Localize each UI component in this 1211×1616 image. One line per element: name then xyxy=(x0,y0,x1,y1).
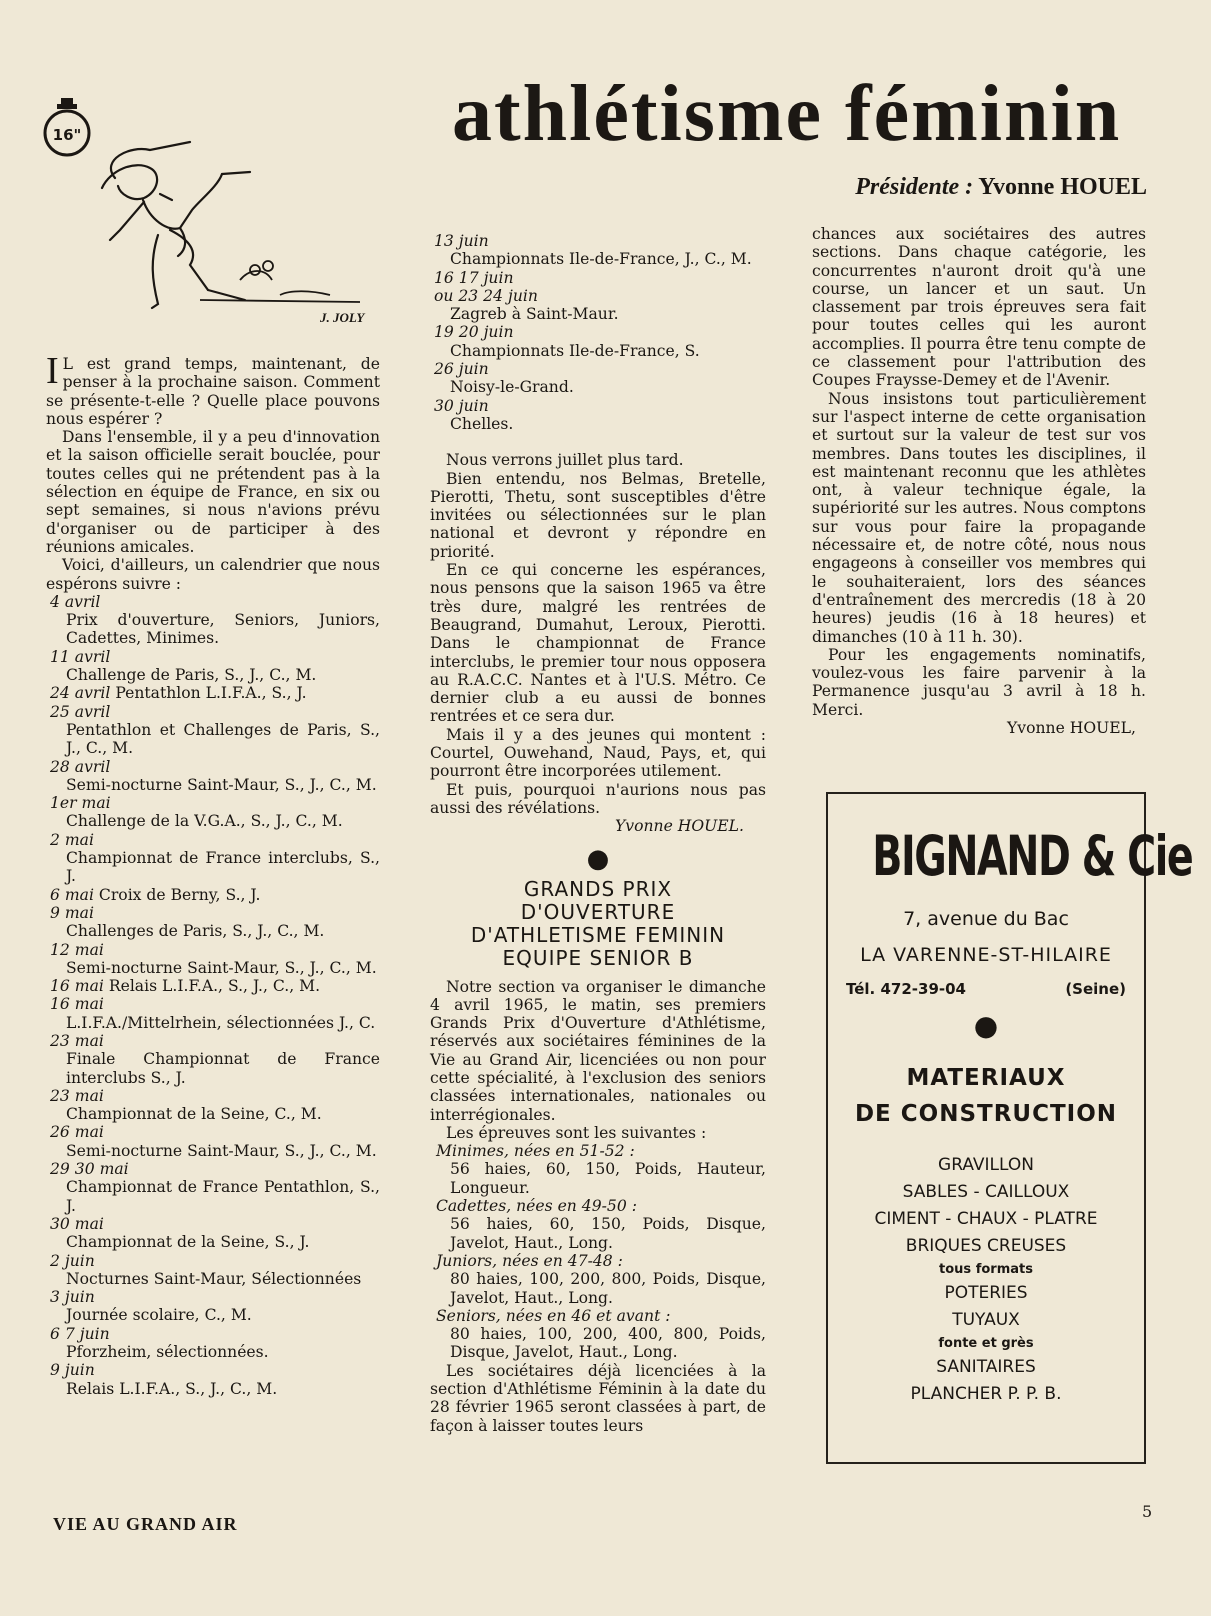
paragraph: Notre section va organiser le dimanche 4 avril 1965, le matin, ses premiers Grands Prix d'Ouverture d'Athlétisme, réservés aux sociétaires féminines de la Vie au Grand Air, licenciées ou non pour cette spécialité, à l'exclusion des seniors classées internationales, nationales ou interrégionales. xyxy=(430,977,766,1124)
calendar-event: Prix d'ouverture, Seniors, Juniors, Cadettes, Minimes. xyxy=(66,611,380,648)
ad-city: LA VARENNE-ST-HILAIRE xyxy=(860,944,1112,966)
calendar-date: 28 avril xyxy=(50,757,111,776)
stopwatch-icon xyxy=(45,98,89,155)
calendar-date: 2 juin xyxy=(50,1251,95,1270)
category-events: 80 haies, 100, 200, 400, 800, Poids, Disque, Javelot, Haut., Long. xyxy=(450,1325,766,1362)
calendar-date: 16 mai xyxy=(50,977,104,996)
category-name: Minimes, nées en 51-52 : xyxy=(436,1142,635,1161)
category-name: Juniors, nées en 47-48 : xyxy=(436,1251,623,1270)
calendar-date: 29 30 mai xyxy=(50,1160,129,1179)
ad-heading-line: MATERIAUX xyxy=(906,1065,1066,1091)
advertisement-box xyxy=(826,792,1193,1464)
calendar-date: 30 mai xyxy=(50,1214,104,1233)
paragraph: Les sociétaires déjà licenciées à la section d'Athlétisme Féminin à la date du 28 février 1965 seront classées à part, de façon à laisser toutes leurs xyxy=(430,1361,766,1435)
category-events: 56 haies, 60, 150, Poids, Hauteur, Longueur. xyxy=(450,1160,766,1197)
ad-bullet: ● xyxy=(973,1009,999,1042)
calendar-date: 23 mai xyxy=(50,1086,104,1105)
ad-department: (Seine) xyxy=(1065,980,1126,998)
category-list xyxy=(430,1142,766,1362)
category-events: 56 haies, 60, 150, Poids, Disque, Javelot, Haut., Long. xyxy=(450,1215,766,1252)
runner-illustration xyxy=(40,90,380,340)
calendar-event: Semi-nocturne Saint-Maur, S., J., C., M. xyxy=(66,958,377,977)
calendar-event: Championnat de France Pentathlon, S., J. xyxy=(66,1178,380,1215)
page-number: 5 xyxy=(1142,1502,1153,1521)
paragraph: Pour les engagements nominatifs, voulez-vous les faire parvenir à la Permanence jusqu'au 3 avril à 18 h. Merci. xyxy=(812,645,1146,719)
calendar-event: Pforzheim, sélectionnées. xyxy=(66,1343,269,1362)
calendar-date: ou 23 24 juin xyxy=(434,286,538,305)
calendar-event: Relais L.I.F.A., S., J., C., M. xyxy=(66,1379,278,1398)
calendar-date: 19 20 juin xyxy=(434,323,514,342)
calendar-date: 1er mai xyxy=(50,794,111,813)
calendar-entry xyxy=(46,684,380,702)
calendar-date: 24 avril xyxy=(50,684,111,703)
paragraph: Mais il y a des jeunes qui montent : Courtel, Ouwehand, Naud, Pays, et, qui pourront être incorporées utilement. xyxy=(430,725,766,781)
ad-note: fonte et grès xyxy=(938,1336,1034,1351)
column-1 xyxy=(46,350,380,1398)
calendar-event: Pentathlon et Challenges de Paris, S., J., C., M. xyxy=(66,720,380,758)
president-name: Yvonne HOUEL xyxy=(978,174,1147,200)
ad-phone: Tél. 472-39-04 xyxy=(846,980,966,998)
publication-name: VIE AU GRAND AIR xyxy=(53,1514,238,1534)
calendar-event: Challenge de la V.G.A., S., J., C., M. xyxy=(66,812,343,831)
president-label: Présidente : xyxy=(855,174,974,200)
paragraph: Nous insistons tout particulièrement sur l'aspect interne de cette organisation et surtout sur la valeur de test sur vos membres. Dans toutes les disciplines, il est maintenant reconnu que les athlètes ont, à valeur technique égale, la supériorité sur les autres. Nous comptons sur vous pour faire la propagande nécessaire et, de notre côté, nous nous engageons à conseiller vos membres qui le souhaiteraient, lors des séances d'entraînement des mercredis (18 à 20 heures) jeudis (16 à 18 heures) et dimanches (10 à 11 h. 30). xyxy=(812,389,1146,646)
paragraph: Bien entendu, nos Belmas, Bretelle, Pierotti, Thetu, sont susceptibles d'être invitées ou sélectionnées sur le plan national et devront y répondre en priorité. xyxy=(430,469,766,561)
calendar-event: Croix de Berny, S., J. xyxy=(98,885,261,904)
author-signature: Yvonne HOUEL, xyxy=(1007,719,1136,738)
page-title: athlétisme féminin xyxy=(452,70,1122,158)
author-signature: Yvonne HOUEL. xyxy=(615,817,744,836)
calendar-event: Zagreb à Saint-Maur. xyxy=(450,305,619,324)
athlete-drawing xyxy=(102,142,250,308)
intro-paragraph xyxy=(46,350,380,428)
paragraph: En ce qui concerne les espérances, nous pensons que la saison 1965 va être très dure, malgré les rentrées de Beaugrand, Dumahut, Leroux, Pierotti. Dans le championnat de France interclubs, le premier tour nous opposera au R.A.C.C. Nantes et à l'U.S. Métro. Ce dernier club a eu aussi de bonnes rentrées et ce sera dur. xyxy=(430,561,766,726)
heading-line: D'ATHLETISME FEMININ xyxy=(470,922,726,947)
calendar-event: Championnat de France interclubs, S., J. xyxy=(66,849,380,886)
calendar-list xyxy=(46,593,380,1398)
calendar-event: Finale Championnat de France interclubs S., J. xyxy=(66,1050,380,1087)
calendar-event: Championnat de la Seine, S., J. xyxy=(66,1233,310,1252)
calendar-date: 16 mai xyxy=(50,995,104,1014)
ad-product: PLANCHER P. P. B. xyxy=(910,1384,1062,1404)
calendar-event: Noisy-le-Grand. xyxy=(450,378,574,397)
ground-sketch xyxy=(200,261,360,302)
calendar-date: 12 mai xyxy=(50,940,104,959)
separator-bullet: ● xyxy=(586,843,610,874)
ad-heading-line: DE CONSTRUCTION xyxy=(854,1101,1118,1127)
ad-note: tous formats xyxy=(939,1262,1033,1277)
calendar-event: Relais L.I.F.A., S., J., C., M. xyxy=(108,977,321,996)
calendar-event: Challenges de Paris, S., J., C., M. xyxy=(66,922,325,941)
calendar-event: Pentathlon L.I.F.A., S., J. xyxy=(115,684,307,703)
calendar-date: 6 mai xyxy=(50,885,94,904)
column-3 xyxy=(812,225,1146,737)
paragraph: Les épreuves sont les suivantes : xyxy=(446,1123,707,1142)
heading-line: D'OUVERTURE xyxy=(520,899,676,924)
calendar-event: Championnats Ile-de-France, J., C., M. xyxy=(450,250,752,269)
calendar-date: 4 avril xyxy=(50,592,101,611)
calendar-date: 9 juin xyxy=(50,1361,95,1380)
heading-line: GRANDS PRIX xyxy=(523,876,673,901)
heading-line: EQUIPE SENIOR B xyxy=(502,945,694,970)
calendar-event: Nocturnes Saint-Maur, Sélectionnées xyxy=(66,1269,362,1288)
ad-product: SABLES - CAILLOUX xyxy=(902,1182,1070,1202)
calendar-list-continued xyxy=(430,232,766,433)
paragraph: Et puis, pourquoi n'aurions nous pas aussi des révélations. xyxy=(430,780,766,817)
calendar-date: 23 mai xyxy=(50,1031,104,1050)
calendar-event: L.I.F.A./Mittelrhein, sélectionnées J., C. xyxy=(66,1013,376,1032)
ad-product-list xyxy=(828,1152,1144,1408)
paragraph: Dans l'ensemble, il y a peu d'innovation et la saison officielle serait bouclée, pour toutes celles qui ne prétendent pas à la sélection en équipe de France, en six ou sept semaines, si nous n'avions prévu d'organiser ou de participer à des réunions amicales. xyxy=(46,428,380,556)
ad-address: 7, avenue du Bac xyxy=(903,908,1069,930)
calendar-date: 3 juin xyxy=(50,1288,95,1307)
calendar-date: 26 mai xyxy=(50,1123,104,1142)
svg-text:16": 16" xyxy=(52,126,82,144)
ad-heading xyxy=(828,1060,1144,1132)
calendar-event: Journée scolaire, C., M. xyxy=(66,1306,252,1325)
ad-product: SANITAIRES xyxy=(936,1357,1036,1377)
calendar-entry xyxy=(46,977,380,995)
illustrator-signature: J. JOLY xyxy=(320,310,365,325)
calendar-date: 26 juin xyxy=(434,360,489,379)
category-events: 80 haies, 100, 200, 800, Poids, Disque, Javelot, Haut., Long. xyxy=(450,1270,766,1307)
grand-prix-heading xyxy=(430,878,766,970)
ad-brand: BIGNAND & Cie xyxy=(872,824,1193,888)
calendar-event: Chelles. xyxy=(450,414,514,433)
calendar-date: 11 avril xyxy=(50,647,111,666)
calendar-date: 13 juin xyxy=(434,232,489,250)
column-2 xyxy=(430,232,766,1435)
paragraph: chances aux sociétaires des autres sections. Dans chaque catégorie, les concurrentes n'auront droit qu'à une course, un lancer et un saut. Un classement par trois épreuves sera fait pour toutes celles qui les auront accomplies. Il pourra être tenu compte de ce classement pour l'attribution des Coupes Fraysse-Demey et de l'Avenir. xyxy=(812,225,1146,390)
president-line xyxy=(785,174,1147,201)
intro-text: L est grand temps, maintenant, de penser à la prochaine saison. Comment se présente-t-elle ? Quelle place pouvons nous espérer ? xyxy=(46,355,380,428)
ad-product: BRIQUES CREUSES xyxy=(905,1236,1067,1256)
calendar-event: Challenge de Paris, S., J., C., M. xyxy=(66,666,317,685)
calendar-date: 16 17 juin xyxy=(434,268,514,287)
calendar-entry xyxy=(46,886,380,904)
ad-product: GRAVILLON xyxy=(938,1155,1034,1175)
drop-cap: I xyxy=(46,350,59,392)
calendar-date: 30 juin xyxy=(434,396,489,415)
calendar-event: Semi-nocturne Saint-Maur, S., J., C., M. xyxy=(66,775,377,794)
ad-phone-row xyxy=(828,980,1144,998)
calendar-event: Semi-nocturne Saint-Maur, S., J., C., M. xyxy=(66,1141,377,1160)
calendar-event: Championnats Ile-de-France, S. xyxy=(450,341,700,360)
calendar-date: 9 mai xyxy=(50,903,94,922)
paragraph: Voici, d'ailleurs, un calendrier que nous espérons suivre : xyxy=(46,556,380,593)
calendar-event: Championnat de la Seine, C., M. xyxy=(66,1105,322,1124)
category-name: Seniors, nées en 46 et avant : xyxy=(436,1306,671,1325)
ad-product: POTERIES xyxy=(944,1283,1028,1303)
calendar-date: 6 7 juin xyxy=(50,1324,110,1343)
ad-product: TUYAUX xyxy=(952,1310,1020,1330)
paragraph: Nous verrons juillet plus tard. xyxy=(446,451,684,470)
category-name: Cadettes, nées en 49-50 : xyxy=(436,1197,637,1216)
calendar-date: 25 avril xyxy=(50,702,111,721)
calendar-date: 2 mai xyxy=(50,830,94,849)
ad-product: CIMENT - CHAUX - PLATRE xyxy=(874,1209,1098,1229)
